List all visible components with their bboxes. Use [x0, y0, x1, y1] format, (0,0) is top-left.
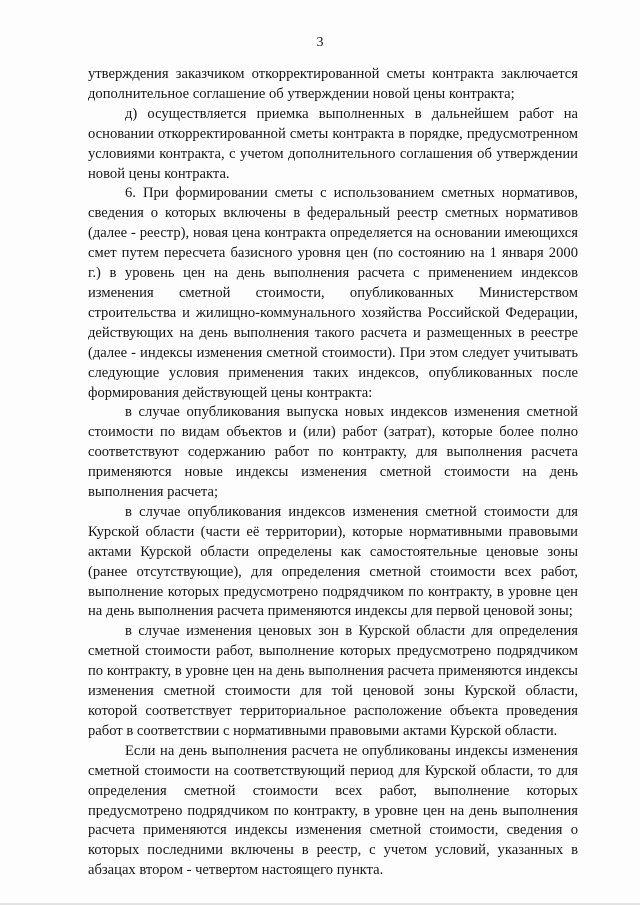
paragraph-continuation: утверждения заказчиком откорректированной сметы контракта заключается дополнительное соглашение об утверждении новой цены контракта; — [88, 66, 578, 102]
paragraph-condition-new-zones: в случае опубликования индексов изменения сметной стоимости для Курской области (части её территории), которые нормативными правовыми актами Курской области определены как самостоятельные ценовые зоны (ранее отсутствующие), для определения сметной стоимости всех работ, выполнение которых предусмотрено подрядчиком по контракту, в уровне цен на день выполнения расчета применяются индексы для первой ценовой зоны; — [88, 503, 578, 620]
document-body — [88, 65, 578, 881]
paragraph-item-d: д) осуществляется приемка выполненных в дальнейшем работ на основании откорректированной сметы контракта в порядке, предусмотренном условиями контракта, с учетом дополнительного соглашения об утверждении новой цены контракта. — [88, 105, 578, 182]
paragraph-condition-zone-change: в случае изменения ценовых зон в Курской области для определения сметной стоимости работ, выполнение которых предусмотрено подрядчиком по контракту, в уровне цен на день выполнения расчета применяются индексы изменения сметной стоимости для той ценовой зоны Курской области, которой соответствует территориальное расположение объекта проведения работ в соответствии с нормативными правовыми актами Курской области. — [88, 623, 578, 739]
paragraph-point-6: 6. При формировании сметы с использованием сметных нормативов, сведения о которых включены в федеральный реестр сметных нормативов (далее - реестр), новая цена контракта определяется на основании имеющихся смет путем пересчета базисного уровня цен (по состоянию на 1 января 2000 г.) в уровень цен на день выполнения расчета с применением индексов изменения сметной стоимости, опубликованных Министерством строительства и жилищно-коммунального хозяйства Российской Федерации, действующих на день выполнения такого расчета и размещенных в реестре (далее - индексы изменения сметной стоимости). При этом следует учитывать следующие условия применения таких индексов, опубликованных после формирования действующей цены контракта: — [88, 185, 578, 401]
page-number: 3 — [316, 35, 324, 50]
paragraph-no-indices: Если на день выполнения расчета не опубликованы индексы изменения сметной стоимости на соответствующий период для Курской области, то для определения сметной стоимости всех работ, выполнение которых предусмотрено подрядчиком по контракту, в уровне цен на день выполнения расчета применяются индексы изменения сметной стоимости, сведения о которых последними включены в реестр, с учетом условий, указанных в абзацах втором - четвертом настоящего пункта. — [88, 742, 578, 879]
paragraph-condition-new-indices: в случае опубликования выпуска новых индексов изменения сметной стоимости по видам объектов и (или) работ (затрат), которые более полно соответствуют содержанию работ по контракту, для выполнения расчета применяются новые индексы изменения сметной стоимости на день выполнения расчета; — [88, 404, 578, 501]
